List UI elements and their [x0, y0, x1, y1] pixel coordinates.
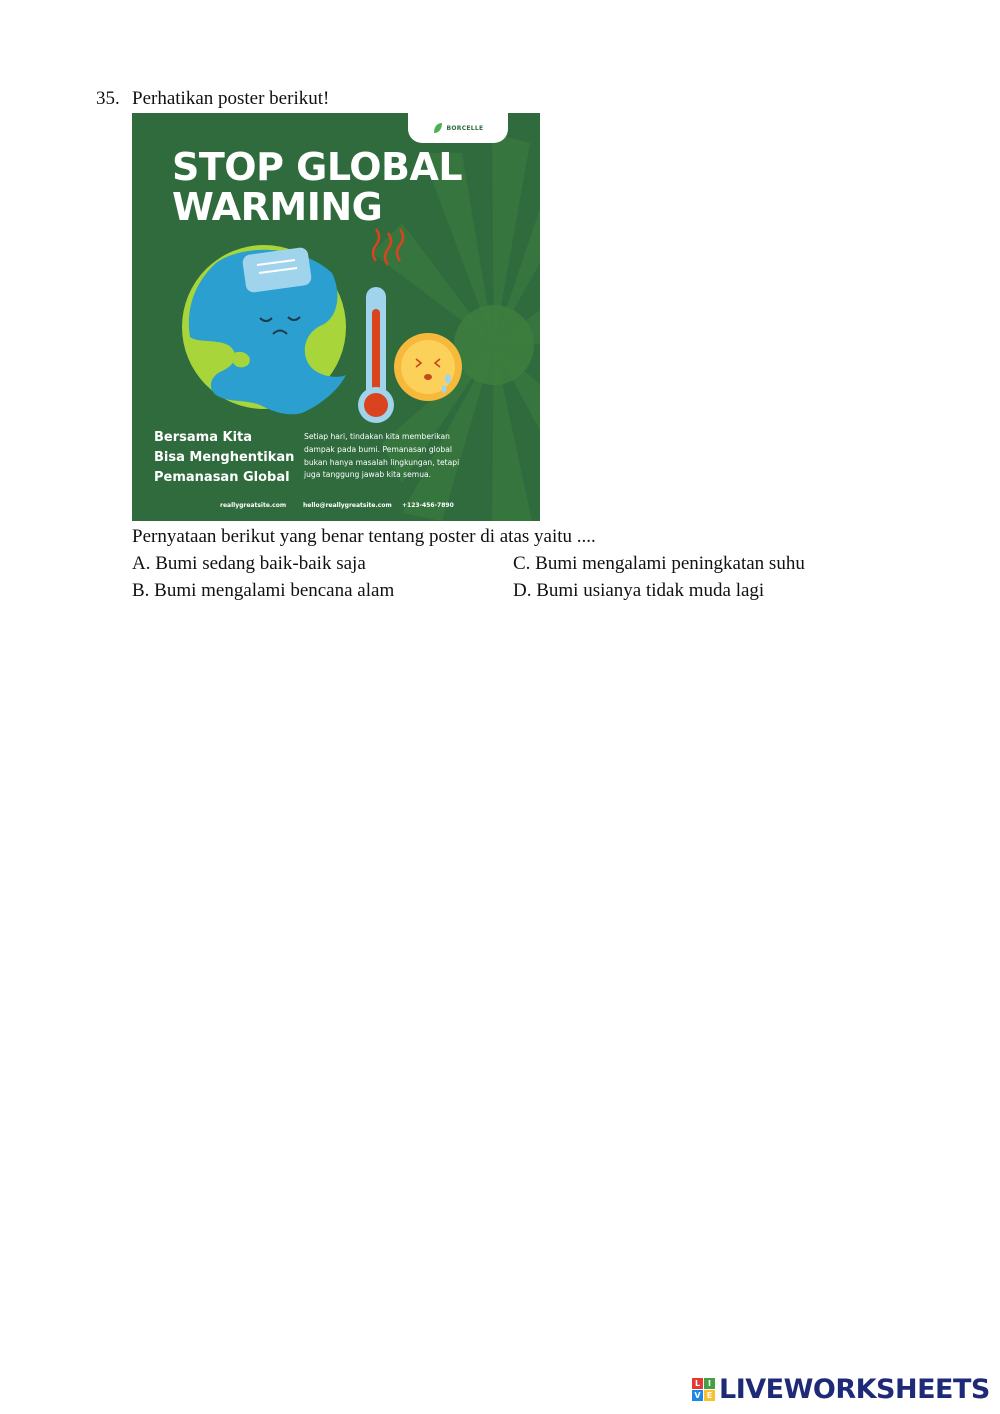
poster-desc-line3: bukan hanya masalah lingkungan, tetapi: [304, 457, 460, 467]
brand-logo-tab: [408, 113, 508, 143]
poster-desc-line2: dampak pada bumi. Pemanasan global: [304, 444, 452, 454]
poster-phone: +123-456-7890: [402, 502, 454, 509]
global-warming-poster: [132, 113, 540, 521]
option-b[interactable]: B. Bumi mengalami bencana alam: [132, 580, 395, 601]
poster-email: hello@reallygreatsite.com: [303, 502, 392, 509]
option-a[interactable]: A. Bumi sedang baik-baik saja: [132, 553, 366, 574]
poster-tagline: [154, 428, 294, 488]
question-number: 35.: [96, 88, 120, 109]
poster-description: [304, 431, 480, 482]
poster-title-line2: WARMING: [172, 185, 383, 229]
poster-desc-line1: Setiap hari, tindakan kita memberikan: [304, 432, 450, 441]
question-stem: Pernyataan berikut yang benar tentang poster di atas yaitu ....: [132, 526, 596, 547]
poster-title-line1: STOP GLOBAL: [172, 145, 463, 189]
brand-letter-v: V: [692, 1390, 703, 1401]
brand-letter-e: E: [704, 1390, 715, 1401]
brand-grid-icon: [692, 1378, 715, 1401]
poster-tagline-line2: Bisa Menghentikan: [154, 450, 295, 465]
poster-desc-line4: juga tanggung jawab kita semua.: [304, 470, 432, 480]
brand-text: LIVEWORKSHEETS: [719, 1374, 990, 1405]
question-prompt: Perhatikan poster berikut!: [132, 88, 330, 109]
leaf-icon: [433, 122, 443, 134]
big-sun-glow: [454, 305, 534, 385]
brand-letter-i: I: [704, 1378, 715, 1389]
option-c[interactable]: C. Bumi mengalami peningkatan suhu: [513, 553, 805, 574]
sun-icon: [394, 333, 462, 401]
liveworksheets-logo: [692, 1374, 990, 1405]
poster-title: [172, 147, 462, 227]
poster-tagline-line1: Bersama Kita: [154, 430, 253, 445]
earth-icon: [182, 245, 346, 414]
poster-website: reallygreatsite.com: [220, 502, 287, 509]
question-header: [96, 88, 329, 110]
brand-letter-l: L: [692, 1378, 703, 1389]
option-d[interactable]: D. Bumi usianya tidak muda lagi: [513, 580, 765, 601]
poster-tagline-line3: Pemanasan Global: [154, 470, 290, 485]
brand-logo-text: BORCELLE: [446, 124, 484, 132]
